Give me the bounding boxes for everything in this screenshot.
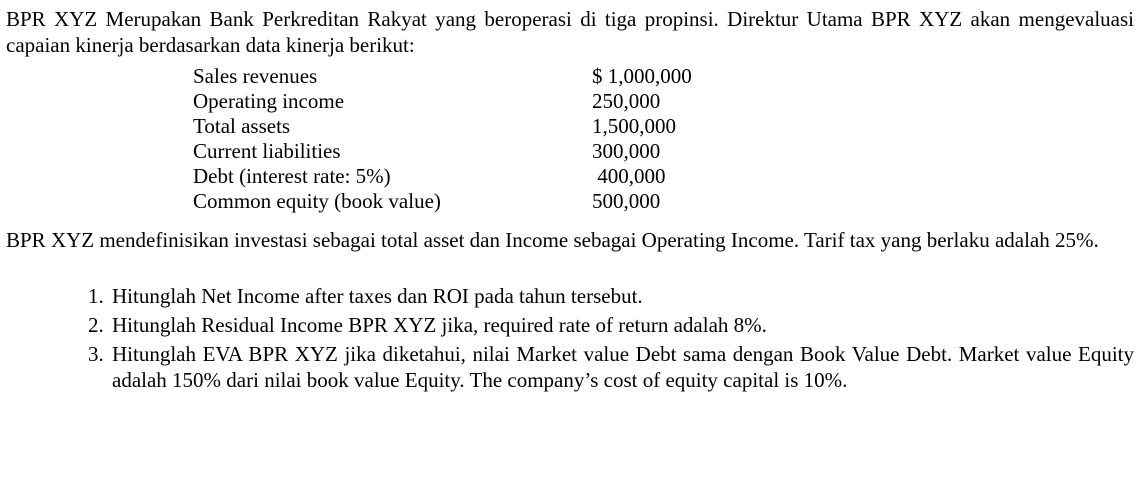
definition-paragraph: BPR XYZ mendefinisikan investasi sebagai total asset dan Income sebagai Operating Income. Tarif tax yang berlaku adalah 25%. (6, 228, 1099, 252)
list-text: Hitunglah Net Income after taxes dan ROI pada tahun tersebut. (112, 284, 643, 308)
list-item (0, 341, 1140, 393)
row-value: 400,000 (592, 164, 666, 188)
row-label: Current liabilities (193, 139, 341, 163)
table-row (193, 114, 792, 139)
list-text: Hitunglah Residual Income BPR XYZ jika, required rate of return adalah 8%. (112, 313, 767, 337)
table-row (193, 164, 792, 189)
table-row (193, 89, 792, 114)
list-item (0, 312, 1140, 338)
list-number: 1. (88, 284, 104, 308)
table-row (193, 64, 792, 89)
row-label: Total assets (193, 114, 291, 138)
list-number: 2. (88, 313, 104, 337)
row-value: 250,000 (592, 89, 661, 113)
row-value: $ 1,000,000 (592, 64, 692, 88)
row-value: 500,000 (592, 189, 661, 213)
row-label: Operating income (193, 89, 345, 113)
row-label: Debt (interest rate: 5%) (193, 164, 391, 188)
financial-data-table (193, 64, 792, 214)
row-value: 1,500,000 (592, 114, 676, 138)
row-value: 300,000 (592, 139, 661, 163)
table-row (193, 139, 792, 164)
list-number: 3. (88, 342, 104, 366)
list-text: Hitunglah EVA BPR XYZ jika diketahui, nilai Market value Debt sama dengan Book Value Debt. Market value Equity adalah 150% dari nilai book value Equity. The company’s cost of equity capital is 10%. (112, 342, 1134, 392)
list-item (0, 283, 1140, 309)
row-label: Common equity (book value) (193, 189, 441, 213)
question-list (0, 283, 1140, 396)
table-row (193, 189, 792, 214)
row-label: Sales revenues (193, 64, 318, 88)
intro-paragraph: BPR XYZ Merupakan Bank Perkreditan Rakyat yang beroperasi di tiga propinsi. Direktur Utama BPR XYZ akan mengevaluasi capaian kinerja berdasarkan data kinerja berikut: (6, 7, 1134, 57)
